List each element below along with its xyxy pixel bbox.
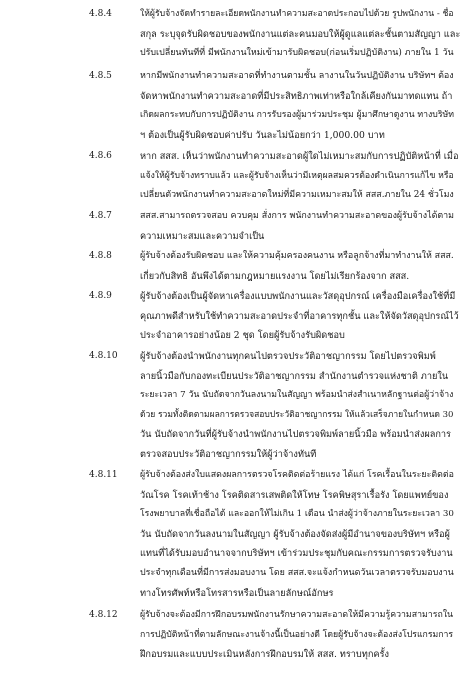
clause-line: วัน นับถัดจากวันลงนามในสัญญา ผู้รับจ้างต้องจัดส่งผู้มีอำนาจของบริษัทฯ หรือผู้ bbox=[140, 528, 450, 540]
clause-line: ผู้รับจ้างจะต้องมีการฝึกอบรมพนักงานรักษาความสะอาดให้มีความรู้ความสามารถใน bbox=[140, 610, 454, 620]
clause-line: โรงพยาบาลที่เชื่อถือได้ และออกให้ไม่เกิน 1 เดือน นำส่งผู้ว่าจ้างภายในระยะเวลา 30 bbox=[140, 509, 454, 520]
clause-text bbox=[140, 347, 460, 465]
clause-line: แทนที่ได้รับมอบอำนาจจากบริษัทฯ เข้าร่วมประชุมกับคณะกรรมการตรวจรับงาน bbox=[140, 548, 453, 560]
clause-line: ประจำทุกเดือนที่มีการส่งมอบงาน โดย สสส.จะแจ้งกำหนดวันเวลาตรวจรับมอบงาน bbox=[140, 567, 454, 578]
clause-line: การปฏิบัติหน้าที่ตามลักษณะงานจ้างนี้เป็นอย่างดี โดยผู้รับจ้างจะต้องส่งโปรแกรมการ bbox=[140, 629, 454, 640]
clause-line: หาก สสส. เห็นว่าพนักงานทำความสะอาดผู้ใดไม่เหมาะสมกับการปฏิบัติหน้าที่ เมื่อ bbox=[140, 151, 459, 162]
clause-number: 4.8.8 bbox=[89, 251, 112, 261]
clause-text bbox=[140, 287, 460, 346]
clause-line: คุณภาพดีสำหรับใช้ทำความสะอาดประจำที่อาคารทุกชั้น และให้จัดวัสดุอุปกรณ์ไว้ bbox=[140, 310, 459, 322]
clause-number: 4.8.12 bbox=[89, 610, 118, 620]
clause-line: เกิดผลกระทบกับการปฏิบัติงาน การรับรองผู้มาร่วมประชุม ผู้มาศึกษาดูงาน ทางบริษัท bbox=[140, 110, 455, 121]
clause-line: เกี่ยวกับสิทธิ อันพึงได้ตามกฎหมายแรงงาน โดยไม่เรียกร้องจาก สสส. bbox=[140, 270, 410, 282]
clause-text bbox=[140, 606, 460, 665]
clause-line: สสส.สามารถตรวจสอบ ควบคุม สั่งการ พนักงานทำความสะอาดของผู้รับจ้างได้ตาม bbox=[140, 211, 454, 221]
clause-line: หากมีพนักงานทำความสะอาดที่ทำงานตามชั้น ลางานในวันปฏิบัติงาน บริษัทฯ ต้อง bbox=[140, 71, 454, 81]
clause-line: ตรวจสอบประวัติอาชญากรรมให้ผู้ว่าจ้างทันที bbox=[140, 448, 317, 460]
clause-number: 4.8.11 bbox=[89, 470, 118, 480]
clause-text bbox=[140, 5, 460, 64]
clause-line: ปรับเปลี่ยนทันทีที่ มีพนักงานใหม่เข้ามารับผิดชอบ(ก่อนเริ่มปฏิบัติงาน) ภายใน 1 วัน bbox=[140, 48, 454, 59]
clause-line: ความเหมาะสมและความจำเป็น bbox=[140, 230, 265, 242]
clause-line: แจ้งให้ผู้รับจ้างทราบแล้ว และผู้รับจ้างเห็นว่ามีเหตุผลสมควรต้องดำเนินการแก้ไข หรือ bbox=[140, 170, 454, 181]
clause-line: ผู้รับจ้างต้องรับผิดชอบ และให้ความคุ้มครองคนงาน หรือลูกจ้างที่มาทำงานให้ สสส. bbox=[140, 251, 454, 261]
clause-number: 4.8.4 bbox=[89, 9, 112, 19]
clause-text bbox=[140, 207, 460, 246]
clause-number: 4.8.6 bbox=[89, 151, 112, 161]
clause-line: ด้วย รวมทั้งติดตามผลการตรวจสอบประวัติอาชญากรรม ให้แล้วเสร็จภายในกำหนด 30 bbox=[140, 409, 454, 420]
clause-number: 4.8.10 bbox=[89, 351, 118, 361]
clause-line: ระยะเวลา 7 วัน นับถัดจากวันลงนามในสัญญา พร้อมนำส่งสำเนาหลักฐานต่อผู้ว่าจ้าง bbox=[140, 390, 454, 401]
clause-line: ให้ผู้รับจ้างจัดทำรายละเอียดพนักงานทำความสะอาดประกอบไปด้วย รูปพนักงาน - ชื่อ bbox=[140, 9, 454, 19]
clause-line: ผู้รับจ้างต้องเป็นผู้จัดหาเครื่องแบบพนักงานและวัสดุอุปกรณ์ เครื่องมือเครื่องใช้ที่มี bbox=[140, 291, 456, 302]
clause-text bbox=[140, 67, 460, 145]
clause-line: สกุล ระบุจุดรับผิดชอบของพนักงานแต่ละคนมอบให้ผู้ดูแลแต่ละชั้นตามสัญญา และ bbox=[140, 28, 460, 40]
clause-line: จัดหาพนักงานทำความสะอาดที่มีประสิทธิภาพเท่าหรือใกล้เคียงกันมาทดแทน ถ้า bbox=[140, 90, 453, 102]
clause-line: ทางโทรศัพท์หรือโทรสารหรือเป็นลายลักษณ์อักษร bbox=[140, 587, 334, 599]
clause-line: ประจำอาคารอย่างน้อย 2 ชุด โดยผู้รับจ้างรับผิดชอบ bbox=[140, 330, 345, 342]
clause-line: วัณโรค โรคเท้าช้าง โรคติดสารเสพติดให้โทษ โรคพิษสุราเรื้อรัง โดยแพทย์ของ bbox=[140, 489, 449, 501]
clause-number: 4.8.5 bbox=[89, 71, 112, 81]
clause-line: ฯ ต้องเป็นผู้รับผิดชอบค่าปรับ วันละไม่น้อยกว่า 1,000.00 บาท bbox=[140, 129, 385, 141]
clause-number: 4.8.7 bbox=[89, 211, 112, 221]
clause-text bbox=[140, 147, 460, 206]
clause-text bbox=[140, 466, 460, 603]
clause-line: ผู้รับจ้างต้องนำพนักงานทุกคนไปตรวจประวัติอาชญากรรม โดยไปตรวจพิมพ์ bbox=[140, 351, 436, 362]
clause-line: ผู้รับจ้างต้องส่งใบแสดงผลการตรวจโรคติดต่อร้ายแรง ได้แก่ โรคเรื้อนในระยะติดต่อ bbox=[140, 470, 454, 480]
clause-number: 4.8.9 bbox=[89, 291, 112, 301]
clause-line: วัน นับถัดจากวันที่ผู้รับจ้างนำพนักงานไปตรวจพิมพ์ลายนิ้วมือ พร้อมนำส่งผลการ bbox=[140, 429, 451, 441]
clause-line: ฝึกอบรมและแบบประเมินหลังการฝึกอบรมให้ สสส. ทราบทุกครั้ง bbox=[140, 649, 389, 661]
clause-line: ลายนิ้วมือกับกองทะเบียนประวัติอาชญากรรม สำนักงานตำรวจแห่งชาติ ภายใน bbox=[140, 370, 449, 382]
clause-line: เปลี่ยนตัวพนักงานทำความสะอาดใหม่ที่มีความเหมาะสมให้ สสส.ภายใน 24 ชั่วโมง bbox=[140, 190, 454, 201]
clause-text bbox=[140, 247, 460, 286]
